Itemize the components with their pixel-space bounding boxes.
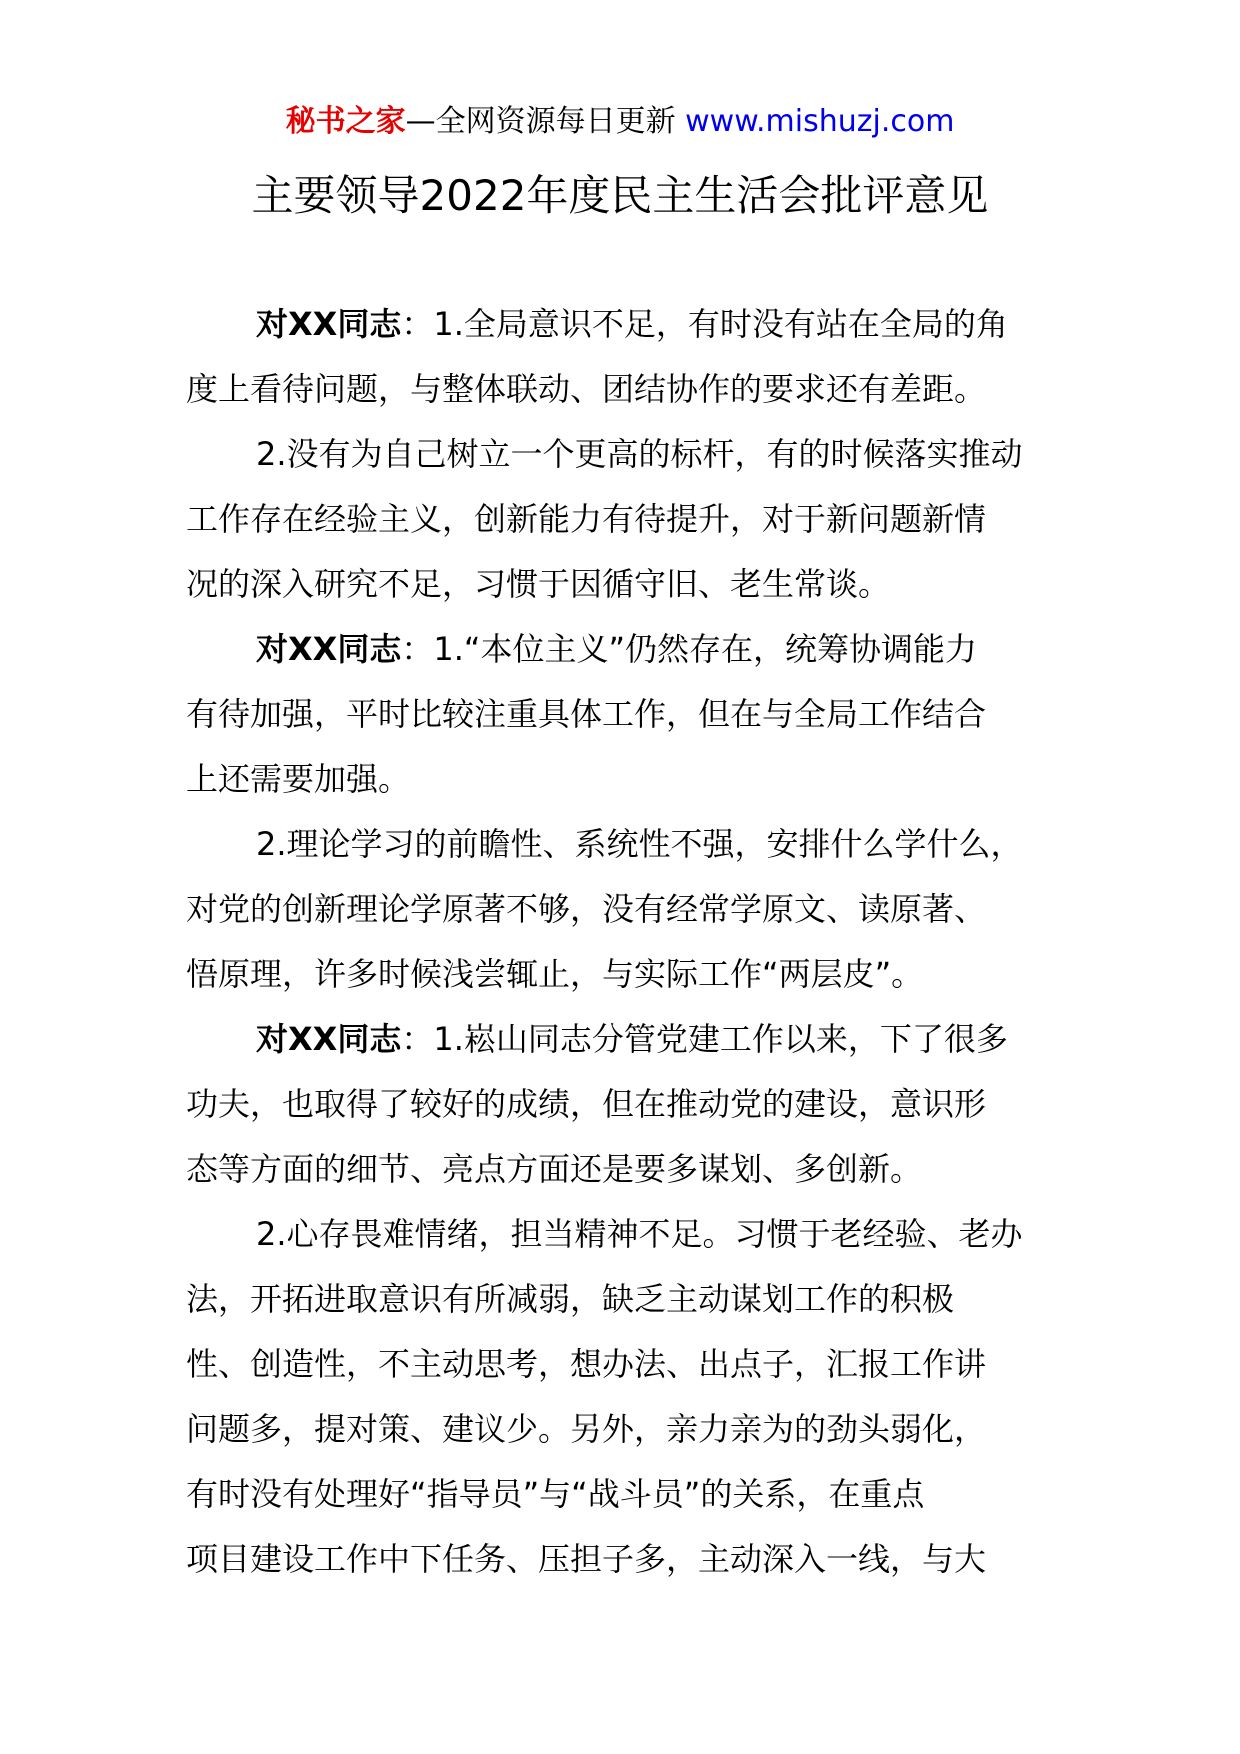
document-body <box>186 292 1056 1592</box>
text-line <box>186 1527 1056 1592</box>
paragraph <box>186 617 1056 812</box>
line-text: 对党的创新理论学原著不够，没有经常学原文、读原著、 <box>186 890 987 928</box>
line-text: 上还需要加强。 <box>186 760 411 798</box>
line-text: 况的深入研究不足，习惯于因循守旧、老生常谈。 <box>186 565 891 603</box>
paragraph <box>186 1202 1056 1592</box>
text-line <box>186 1007 1056 1072</box>
paragraph <box>186 812 1056 1007</box>
text-line <box>186 1267 1056 1332</box>
text-line <box>186 1397 1056 1462</box>
site-header <box>0 100 1240 144</box>
text-line <box>186 812 1056 877</box>
paragraph-lead: 对XX同志 <box>256 1020 402 1058</box>
line-text: ：1.崧山同志分管党建工作以来，下了很多 <box>401 1020 1008 1058</box>
line-text: ：1.全局意识不足，有时没有站在全局的角 <box>401 305 1008 343</box>
text-line <box>186 617 1056 682</box>
line-text: ：1.“本位主义”仍然存在，统筹协调能力 <box>401 630 978 668</box>
line-text: 功夫，也取得了较好的成绩，但在推动党的建设，意识形 <box>186 1085 987 1123</box>
line-text: 2.心存畏难情绪，担当精神不足。习惯于老经验、老办 <box>256 1215 1023 1253</box>
line-text: 有待加强，平时比较注重具体工作，但在与全局工作结合 <box>186 695 987 733</box>
text-line <box>186 552 1056 617</box>
paragraph-lead: 对XX同志 <box>256 630 402 668</box>
site-url-link[interactable]: www.mishuzj.com <box>685 104 955 139</box>
text-line <box>186 422 1056 487</box>
text-line <box>186 942 1056 1007</box>
text-line <box>186 1072 1056 1137</box>
paragraph <box>186 292 1056 422</box>
text-line <box>186 747 1056 812</box>
line-text: 问题多，提对策、建议少。另外，亲力亲为的劲头弱化， <box>186 1410 987 1448</box>
line-text: 态等方面的细节、亮点方面还是要多谋划、多创新。 <box>186 1150 923 1188</box>
site-name: 秘书之家 <box>285 104 406 139</box>
text-line <box>186 877 1056 942</box>
text-line <box>186 292 1056 357</box>
site-tagline: —全网资源每日更新 <box>405 104 676 139</box>
paragraph-lead: 对XX同志 <box>256 305 402 343</box>
text-line <box>186 682 1056 747</box>
line-text: 法，开拓进取意识有所减弱，缺乏主动谋划工作的积极 <box>186 1280 955 1318</box>
text-line <box>186 357 1056 422</box>
text-line <box>186 1137 1056 1202</box>
line-text: 2.理论学习的前瞻性、系统性不强，安排什么学什么， <box>256 825 1023 863</box>
text-line <box>186 487 1056 552</box>
line-text: 项目建设工作中下任务、压担子多，主动深入一线，与大 <box>186 1540 987 1578</box>
text-line <box>186 1202 1056 1267</box>
document-title: 主要领导2022年度民主生活会批评意见 <box>251 171 989 220</box>
text-line <box>186 1462 1056 1527</box>
line-text: 有时没有处理好“指导员”与“战斗员”的关系，在重点 <box>186 1475 925 1513</box>
line-text: 工作存在经验主义，创新能力有待提升，对于新问题新情 <box>186 500 987 538</box>
line-text: 度上看待问题，与整体联动、团结协作的要求还有差距。 <box>186 370 987 408</box>
text-line <box>186 1332 1056 1397</box>
line-text: 悟原理，许多时候浅尝辄止，与实际工作“两层皮”。 <box>186 955 924 993</box>
line-text: 性、创造性，不主动思考，想办法、出点子，汇报工作讲 <box>186 1345 987 1383</box>
line-text: 2.没有为自己树立一个更高的标杆，有的时候落实推动 <box>256 435 1023 473</box>
paragraph <box>186 1007 1056 1202</box>
paragraph <box>186 422 1056 617</box>
